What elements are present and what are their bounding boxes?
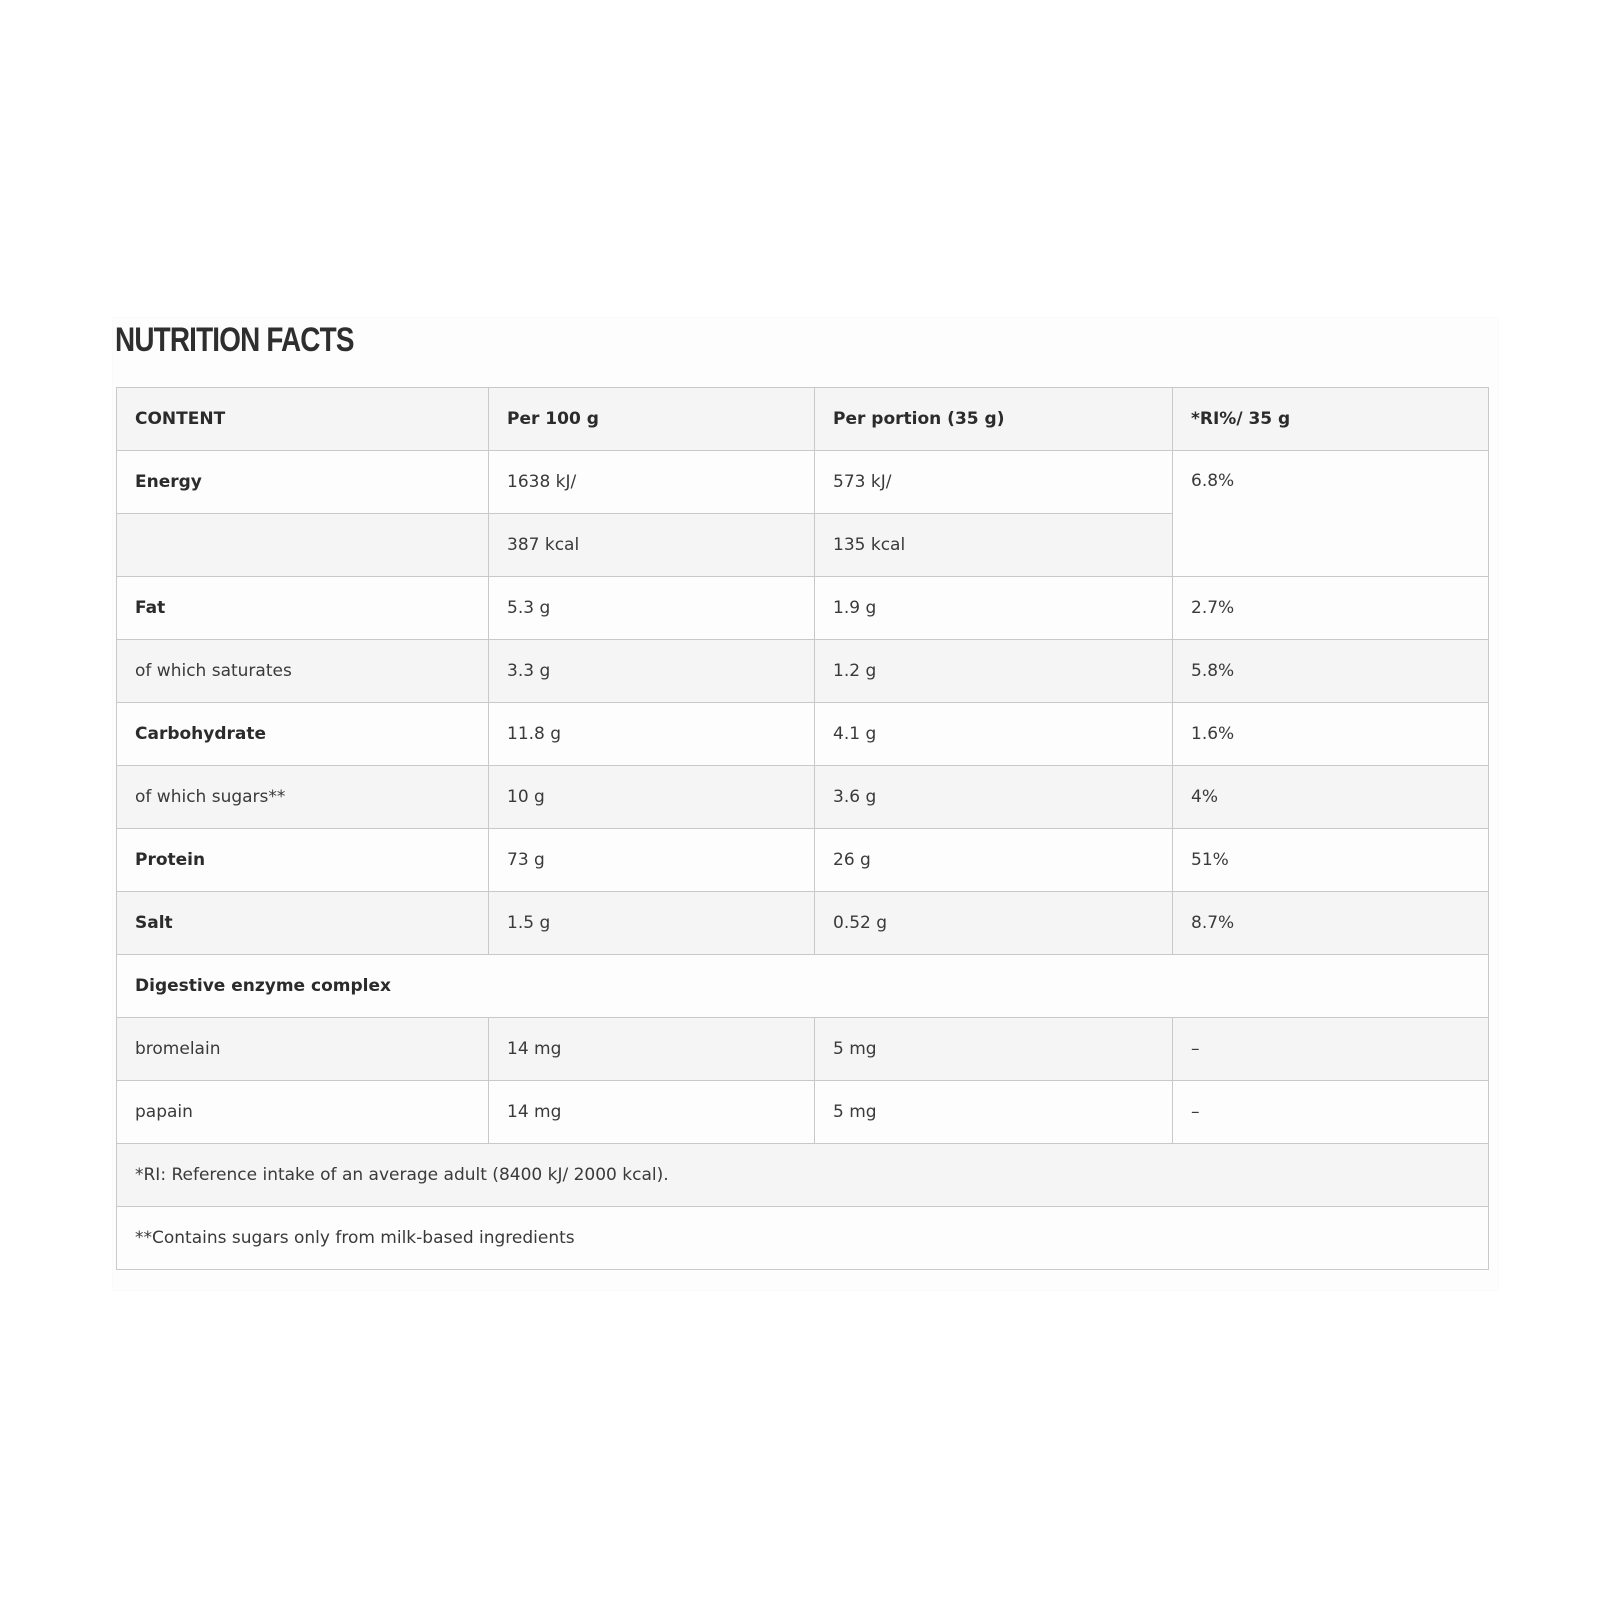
cell-per-portion: 3.6 g	[815, 766, 1173, 829]
column-header-ri: *RI%/ 35 g	[1173, 388, 1489, 451]
cell-ri: 8.7%	[1173, 892, 1489, 955]
row-label: bromelain	[117, 1018, 489, 1081]
cell-per-portion: 573 kJ/	[815, 451, 1173, 514]
cell-ri: 6.8%	[1173, 451, 1489, 577]
cell-ri: 1.6%	[1173, 703, 1489, 766]
cell-ri: 4%	[1173, 766, 1489, 829]
cell-per-100g: 73 g	[489, 829, 815, 892]
cell-per-portion: 1.2 g	[815, 640, 1173, 703]
table-row-sugars	[117, 766, 1489, 829]
footnote-ri: *RI: Reference intake of an average adult (8400 kJ/ 2000 kcal).	[117, 1144, 1489, 1207]
cell-per-portion: 0.52 g	[815, 892, 1173, 955]
cell-per-100g: 10 g	[489, 766, 815, 829]
cell-per-portion: 135 kcal	[815, 514, 1173, 577]
table-row-protein	[117, 829, 1489, 892]
row-label-empty	[117, 514, 489, 577]
cell-ri: –	[1173, 1018, 1489, 1081]
table-row-footnote-sugars	[117, 1207, 1489, 1270]
row-label: Salt	[117, 892, 489, 955]
table-row-papain	[117, 1081, 1489, 1144]
cell-per-portion: 26 g	[815, 829, 1173, 892]
table-row-saturates	[117, 640, 1489, 703]
cell-per-100g: 11.8 g	[489, 703, 815, 766]
cell-ri: –	[1173, 1081, 1489, 1144]
row-label: Energy	[117, 451, 489, 514]
table-row-bromelain	[117, 1018, 1489, 1081]
row-label: of which saturates	[117, 640, 489, 703]
table-row-energy	[117, 451, 1489, 514]
row-label: Protein	[117, 829, 489, 892]
cell-per-portion: 5 mg	[815, 1018, 1173, 1081]
table-row-enzyme-heading	[117, 955, 1489, 1018]
enzyme-section-heading: Digestive enzyme complex	[117, 955, 1489, 1018]
cell-per-100g: 14 mg	[489, 1018, 815, 1081]
table-row-footnote-ri	[117, 1144, 1489, 1207]
cell-per-portion: 5 mg	[815, 1081, 1173, 1144]
cell-per-100g: 3.3 g	[489, 640, 815, 703]
table-row-fat	[117, 577, 1489, 640]
cell-per-100g: 1.5 g	[489, 892, 815, 955]
row-label: of which sugars**	[117, 766, 489, 829]
cell-ri: 2.7%	[1173, 577, 1489, 640]
nutrition-table	[116, 387, 1489, 1270]
cell-per-100g: 14 mg	[489, 1081, 815, 1144]
page-title: NUTRITION FACTS	[115, 321, 354, 359]
row-label: Fat	[117, 577, 489, 640]
cell-per-100g: 5.3 g	[489, 577, 815, 640]
cell-ri: 5.8%	[1173, 640, 1489, 703]
cell-per-portion: 4.1 g	[815, 703, 1173, 766]
cell-ri: 51%	[1173, 829, 1489, 892]
table-row-carbohydrate	[117, 703, 1489, 766]
footnote-sugars: **Contains sugars only from milk-based ingredients	[117, 1207, 1489, 1270]
cell-per-100g: 1638 kJ/	[489, 451, 815, 514]
table-header-row	[117, 388, 1489, 451]
cell-per-portion: 1.9 g	[815, 577, 1173, 640]
table-row-salt	[117, 892, 1489, 955]
row-label: papain	[117, 1081, 489, 1144]
column-header-content: CONTENT	[117, 388, 489, 451]
column-header-per-100g: Per 100 g	[489, 388, 815, 451]
column-header-per-portion: Per portion (35 g)	[815, 388, 1173, 451]
row-label: Carbohydrate	[117, 703, 489, 766]
cell-per-100g: 387 kcal	[489, 514, 815, 577]
